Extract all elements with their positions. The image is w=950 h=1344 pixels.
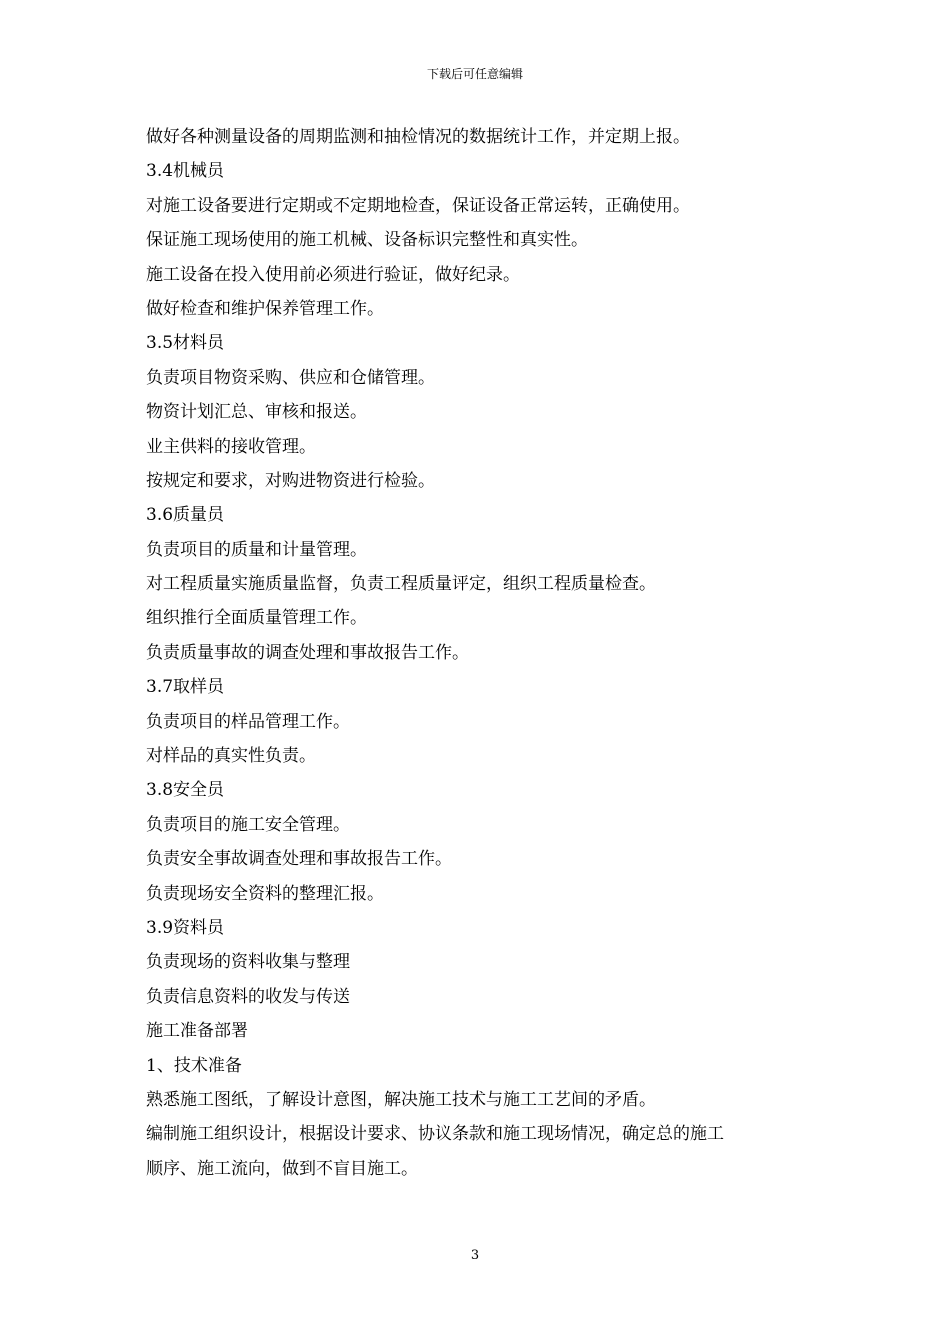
section-heading-3-9: 3.9资料员 [146, 917, 225, 938]
section-heading-preparation: 施工准备部署 [146, 1021, 248, 1042]
paragraph-line: 物资计划汇总、审核和报送。 [146, 402, 367, 423]
paragraph-line: 负责现场的资料收集与整理 [146, 952, 350, 973]
paragraph-line: 负责质量事故的调查处理和事故报告工作。 [146, 642, 469, 663]
paragraph-line: 顺序、施工流向，做到不盲目施工。 [146, 1158, 418, 1179]
section-heading-3-6: 3.6质量员 [146, 505, 225, 526]
paragraph-line: 编制施工组织设计，根据设计要求、协议条款和施工现场情况，确定总的施工 [146, 1124, 724, 1145]
paragraph-line: 施工设备在投入使用前必须进行验证，做好纪录。 [146, 264, 520, 285]
paragraph-line: 熟悉施工图纸，了解设计意图，解决施工技术与施工工艺间的矛盾。 [146, 1089, 656, 1110]
page-number: 3 [470, 1248, 480, 1263]
section-heading-3-8: 3.8安全员 [146, 780, 225, 801]
paragraph-line: 负责安全事故调查处理和事故报告工作。 [146, 849, 452, 870]
section-heading-3-7: 3.7取样员 [146, 677, 225, 698]
paragraph-line: 负责现场安全资料的整理汇报。 [146, 883, 384, 904]
paragraph-line: 负责项目的施工安全管理。 [146, 814, 350, 835]
subsection-heading-technical: 1、技术准备 [146, 1055, 242, 1076]
document-body [146, 120, 826, 1186]
section-heading-3-4: 3.4机械员 [146, 161, 225, 182]
paragraph-line: 对样品的真实性负责。 [146, 746, 316, 767]
paragraph-line: 保证施工现场使用的施工机械、设备标识完整性和真实性。 [146, 230, 588, 251]
paragraph-line: 负责项目的样品管理工作。 [146, 711, 350, 732]
paragraph-line: 组织推行全面质量管理工作。 [146, 608, 367, 629]
paragraph-line: 负责项目物资采购、供应和仓储管理。 [146, 367, 435, 388]
paragraph-line: 按规定和要求，对购进物资进行检验。 [146, 470, 435, 491]
paragraph-line: 业主供料的接收管理。 [146, 436, 316, 457]
paragraph-line: 做好检查和维护保养管理工作。 [146, 298, 384, 319]
paragraph-line: 负责信息资料的收发与传送 [146, 986, 350, 1007]
header-note: 下载后可任意编辑 [426, 67, 523, 81]
paragraph-line: 负责项目的质量和计量管理。 [146, 539, 367, 560]
paragraph-line: 做好各种测量设备的周期监测和抽检情况的数据统计工作，并定期上报。 [146, 127, 690, 147]
paragraph-line: 对工程质量实施质量监督，负责工程质量评定，组织工程质量检查。 [146, 574, 656, 595]
paragraph-line: 对施工设备要进行定期或不定期地检查，保证设备正常运转，正确使用。 [146, 195, 690, 216]
section-heading-3-5: 3.5材料员 [146, 333, 225, 354]
